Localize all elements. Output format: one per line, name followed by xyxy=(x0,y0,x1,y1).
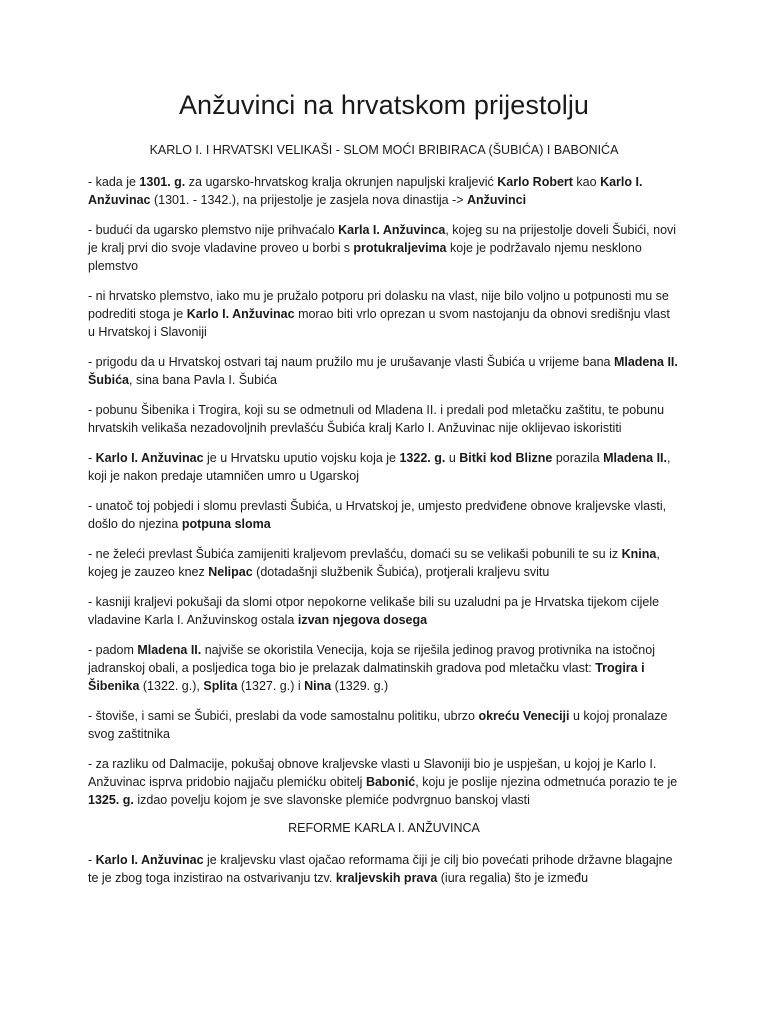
text-run: , kojeg je zauzeo knez xyxy=(88,547,660,579)
document-title: Anžuvinci na hrvatskom prijestolju xyxy=(178,90,590,120)
text-run: u kojoj pronalaze svog zaštitnika xyxy=(88,709,668,741)
bold-text: Nelipac xyxy=(208,565,253,579)
paragraph xyxy=(88,755,680,809)
text-run: - xyxy=(88,451,96,465)
bold-text: 1301. g. xyxy=(139,175,186,189)
bold-text: Mladena II. xyxy=(603,451,667,465)
text-run: (1329. g.) xyxy=(331,679,389,693)
text-run: - ni hrvatsko plemstvo, iako mu je pružalo potporu pri dolasku na vlast, nije bilo voljno u potpunosti mu se podrediti stoga je xyxy=(88,289,669,321)
paragraph xyxy=(88,353,680,389)
text-run: (1301. - 1342.), na prijestolje je zasjela nova dinastija -> xyxy=(150,193,468,207)
text-run: , koji je nakon predaje utamničen umro u Ugarskoj xyxy=(88,451,671,483)
text-run: (1322. g.), xyxy=(139,679,204,693)
paragraph xyxy=(88,173,680,209)
text-run: - ne želeći prevlast Šubića zamijeniti kraljevom prevlašću, domaći su se velikaši pobunili te su iz xyxy=(88,547,622,561)
bold-text: 1322. g. xyxy=(399,451,446,465)
text-run: (iura regalia) što je između xyxy=(437,871,589,885)
bold-text: protukraljevima xyxy=(353,241,447,255)
paragraph xyxy=(88,401,680,437)
bold-text: Mladena II. xyxy=(137,643,202,657)
bold-text: Trogira i Šibenika xyxy=(88,661,645,693)
text-run: - unatoč toj pobjedi i slomu prevlasti Šubića, u Hrvatskoj je, umjesto predviđene obnove kraljevske vlasti, došlo do njezina xyxy=(88,499,667,531)
bold-text: Karla I. Anžuvinca xyxy=(338,223,446,237)
text-run: porazila xyxy=(552,451,604,465)
bold-text: Karlo I. Anžuvinac xyxy=(186,307,295,321)
bold-text: Karlo I. Anžuvinac xyxy=(95,451,204,465)
bold-text: 1325. g. xyxy=(88,793,134,807)
text-run: izdao povelju kojom je sve slavonske plemiće podvrgnuo banskoj vlasti xyxy=(133,793,530,807)
text-run: koje je podržavalo njemu nesklono plemstvo xyxy=(88,241,642,273)
paragraph xyxy=(88,449,680,485)
text-run: (dotadašnji službenik Šubića), protjerali kraljevu svitu xyxy=(252,565,550,579)
bold-text: Babonić xyxy=(365,775,416,789)
bold-text: Karlo I. Anžuvinac xyxy=(95,853,204,867)
bold-text: Splita xyxy=(203,679,238,693)
paragraph xyxy=(88,497,680,533)
text-run: - xyxy=(88,853,96,867)
text-run: - kada je xyxy=(88,175,140,189)
bold-text: Mladena II. Šubića xyxy=(88,355,678,387)
text-run: , kojeg su na prijestolje doveli Šubići, novi je kralj prvi dio svoje vladavine proveo u borbi s xyxy=(88,223,677,255)
text-run: - za razliku od Dalmacije, pokušaj obnove kraljevske vlasti u Slavoniji bio je uspješan, u kojoj je Karlo I. Anžuvinac isprva pridobio najjaču plemićku obitelj xyxy=(88,757,657,789)
bold-text: izvan njegova dosega xyxy=(297,613,428,627)
text-run: - kasniji kraljevi pokušaji da slomi otpor nepokorne velikaše bili su uzaludni pa je Hrvatska tijekom cijele vladavine Karla I. Anžuvinskog ostala xyxy=(88,595,660,627)
text-run: za ugarsko-hrvatskog kralja okrunjen napuljski kraljević xyxy=(185,175,498,189)
text-run: najviše se okoristila Venecija, koja se riješila jedinog pravog protivnika na istočnoj jadranskoj obali, a posljedica toga bio je prelazak dalmatinskih gradova pod mletačku vlast: xyxy=(88,643,655,675)
paragraph xyxy=(88,545,680,581)
bold-text: Karlo Robert xyxy=(497,175,573,189)
paragraph xyxy=(88,221,680,275)
bold-text: okreću Veneciji xyxy=(478,709,570,723)
paragraph xyxy=(88,641,680,695)
section-heading-reforme: REFORME KARLA I. ANŽUVINCA xyxy=(288,821,480,835)
bold-text: Nina xyxy=(304,679,332,693)
section-heading-karlo-velikasi: KARLO I. I HRVATSKI VELIKAŠI - SLOM MOĆI BRIBIRACA (ŠUBIĆA) I BABONIĆA xyxy=(149,143,619,157)
bold-text: kraljevskih prava xyxy=(335,871,438,885)
section-karlo-velikasi xyxy=(88,173,680,809)
paragraph xyxy=(88,287,680,341)
text-run: je u Hrvatsku uputio vojsku koja je xyxy=(203,451,400,465)
text-run: u xyxy=(445,451,460,465)
text-run: - pobunu Šibenika i Trogira, koji su se odmetnuli od Mladena II. i predali pod mletačku zaštitu, te pobunu hrvatskih velikaša nezadovoljnih prevlašću Šubića kralj Karlo I. Anžuvinac nije oklijevao iskoristiti xyxy=(88,403,665,435)
text-run: morao biti vrlo oprezan u svom nastojanju da obnovi središnju vlast u Hrvatskoj i Slavoniji xyxy=(88,307,670,339)
text-run: - padom xyxy=(88,643,138,657)
text-run: - prigodu da u Hrvatskoj ostvari taj naum pružilo mu je urušavanje vlasti Šubića u vrijeme bana xyxy=(88,355,614,369)
text-run: (1327. g.) i xyxy=(237,679,305,693)
bold-text: Bitki kod Blizne xyxy=(459,451,553,465)
section-reforme xyxy=(88,851,680,887)
bold-text: Knina xyxy=(621,547,657,561)
text-run: kao xyxy=(572,175,601,189)
text-run: - štoviše, i sami se Šubići, preslabi da vode samostalnu politiku, ubrzo xyxy=(88,709,479,723)
bold-text: Karlo I. Anžuvinac xyxy=(88,175,643,207)
text-run: , sina bana Pavla I. Šubića xyxy=(129,373,278,387)
text-run: , koju je poslije njezina odmetnuća porazio te je xyxy=(415,775,678,789)
bold-text: Anžuvinci xyxy=(467,193,527,207)
paragraph xyxy=(88,593,680,629)
bold-text: potpuna sloma xyxy=(181,517,271,531)
paragraph xyxy=(88,707,680,743)
paragraph xyxy=(88,851,680,887)
text-run: - budući da ugarsko plemstvo nije prihvaćalo xyxy=(88,223,339,237)
text-run: je kraljevsku vlast ojačao reformama čiji je cilj bio povećati prihode državne blagajne te je zbog toga inzistirao na ostvarivanju tzv. xyxy=(88,853,673,885)
